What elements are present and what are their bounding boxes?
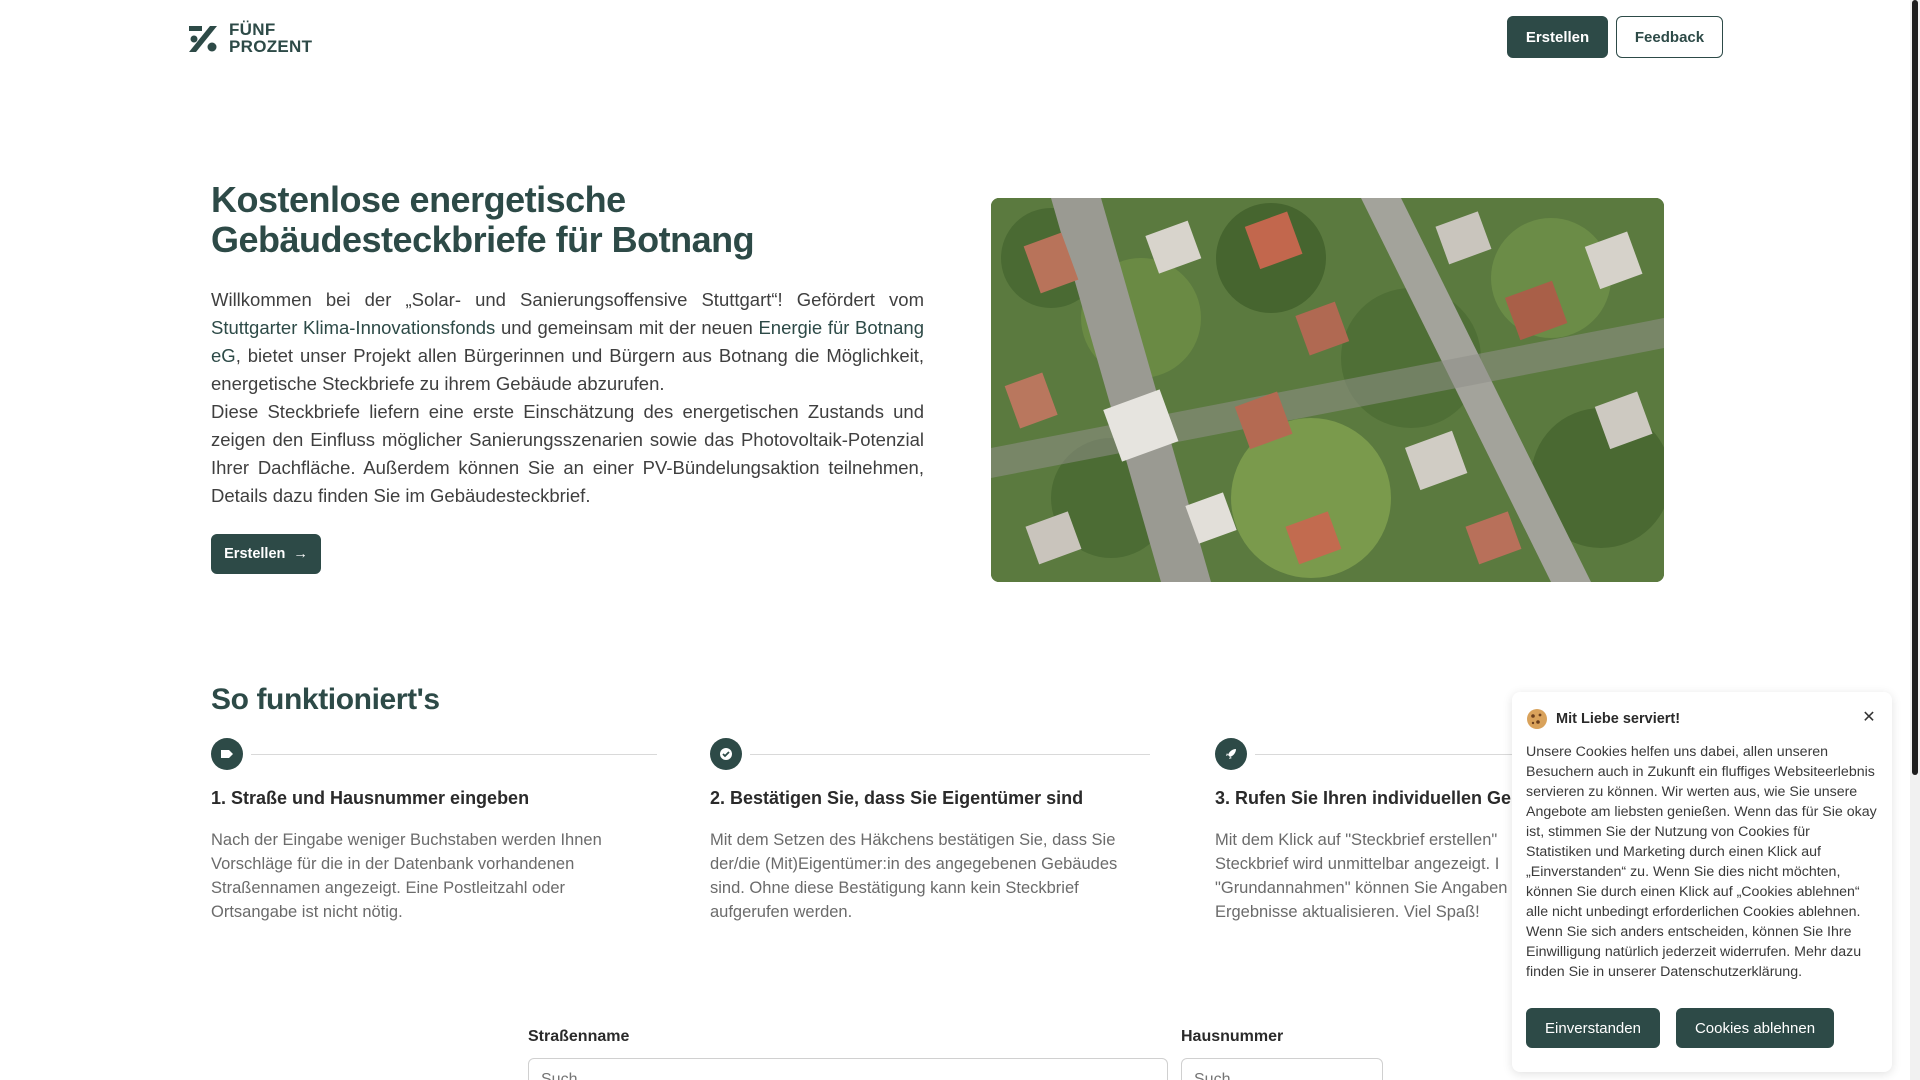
step-1-text: Nach der Eingabe weniger Buchstaben werden Ihnen Vorschläge für die in der Datenbank vorhandenen Straßennamen angezeigt. Eine Postleitzahl oder Ortsangabe ist nicht nötig. [211,831,602,921]
klima-fonds-link[interactable]: Stuttgarter Klima-Innovationsfonds [211,317,496,338]
header-create-button[interactable]: Erstellen [1507,16,1608,58]
how-it-works-title: So funktioniert's [211,683,440,716]
page-scrollbar[interactable] [1910,0,1920,1080]
step-3-divider [1255,754,1515,755]
hero-create-button[interactable] [211,534,321,574]
cookie-header [1526,708,1878,730]
step-3-badge [1215,738,1247,770]
step-3 [1215,738,1512,921]
scrollbar-thumb[interactable] [1912,0,1918,775]
step-2 [710,738,1118,921]
tag-icon [220,747,234,761]
step-3-title: 3. Rufen Sie Ihren individuellen Ge [1215,788,1512,808]
page-title-line-2: Gebäudesteckbriefe für Botnang [211,219,755,260]
step-2-text: Mit dem Setzen des Häkchens bestätigen Sie, dass Sie der/die (Mit)Eigentümer:in des angegebenen Gebäudes sind. Ohne diese Bestätigung kann kein Steckbrief aufgerufen werden. [710,831,1118,921]
step-3-text: Mit dem Klick auf "Steckbrief erstellen" Steckbrief wird unmittelbar angezeigt. I "Grundannahmen" können Sie Angaben Ergebnisse aktualisieren. Viel Spaß! [1215,831,1508,921]
logo-wordmark [229,21,312,55]
step-1-badge [211,738,243,770]
check-icon [719,747,733,761]
close-icon[interactable]: ✕ [1862,709,1876,726]
cookie-actions [1526,1008,1834,1048]
arrow-right-icon: → [293,546,308,562]
intro-p1-c: , bietet unser Projekt allen Bürgerinnen und Bürgern aus Botnang die Möglichkeit, energetische Steckbriefe zu ihrem Gebäude abzurufen. [211,345,924,394]
step-1-title: 1. Straße und Hausnummer eingeben [211,788,530,808]
step-1 [211,738,602,921]
cookie-text: Unsere Cookies helfen uns dabei, allen unseren Besuchern auch in Zukunft ein fluffiges Websiteerlebnis servieren zu können. Wir werten aus, wie Sie unsere Angebote am liebsten genießen. Wenn das für Sie okay ist, stimmen Sie der Nutzung von Cookies für Statistiken und Marketing durch einen Klick auf „Einverstanden“ zu. Wenn Sie dies nicht möchten, können Sie durch einen Klick auf „Cookies ablehnen“ alle nicht unbedingt erforderlichen Cookies ablehnen. Wenn Sie sich anders entscheiden, können Sie Ihre Einwilligung natürlich jederzeit widerrufen. Mehr dazu finden Sie in unserer Datenschutzerklärung. [1526,744,1877,980]
intro-paragraph-1 [211,286,924,398]
aerial-neighborhood-image [991,198,1664,582]
cookie-accept-button[interactable]: Einverstanden [1526,1008,1660,1048]
street-label: Straßenname [528,1028,630,1045]
street-input[interactable] [528,1058,1168,1080]
energie-botnang-link[interactable]: Energie für Botnang eG [211,317,924,366]
page-title-line-1: Kostenlose energetische [211,179,626,220]
intro-p1-a: Willkommen bei der „Solar- und Sanierungsoffensive Stuttgart“! Gefördert vom [211,289,924,310]
brand-logo[interactable] [187,21,312,55]
percent-logo-icon [187,22,219,54]
logo-line-1: FÜNF [229,20,276,39]
step-1-divider [251,754,657,755]
intro-p1-b: und gemeinsam mit der neuen [495,317,759,338]
intro-paragraph-2: Diese Steckbriefe liefern eine erste Einschätzung des energetischen Zustands und zeigen den Einfluss möglicher Sanierungsszenarien sowie das Photovoltaik-Potenzial Ihrer Dachfläche. Außerdem können Sie an einer PV-Bündelungsaktion teilnehmen, Details dazu finden Sie im Gebäudesteckbrief. [211,401,924,506]
step-2-divider [750,754,1150,755]
step-2-badge [710,738,742,770]
cookie-decline-button[interactable]: Cookies ablehnen [1676,1008,1834,1048]
cookie-banner [1512,692,1892,1072]
house-number-label: Hausnummer [1181,1028,1284,1045]
logo-line-2: PROZENT [229,37,313,56]
aerial-photo-illustration [991,198,1664,582]
cookie-title: Mit Liebe serviert! [1556,711,1681,727]
cookie-icon [1526,708,1548,730]
intro-text [211,286,924,510]
rocket-icon [1224,747,1238,761]
house-number-input[interactable] [1181,1058,1383,1080]
hero-create-label: Erstellen [224,546,286,562]
feedback-button[interactable]: Feedback [1616,16,1723,58]
step-2-title: 2. Bestätigen Sie, dass Sie Eigentümer sind [710,788,1084,808]
page-title [211,180,931,260]
